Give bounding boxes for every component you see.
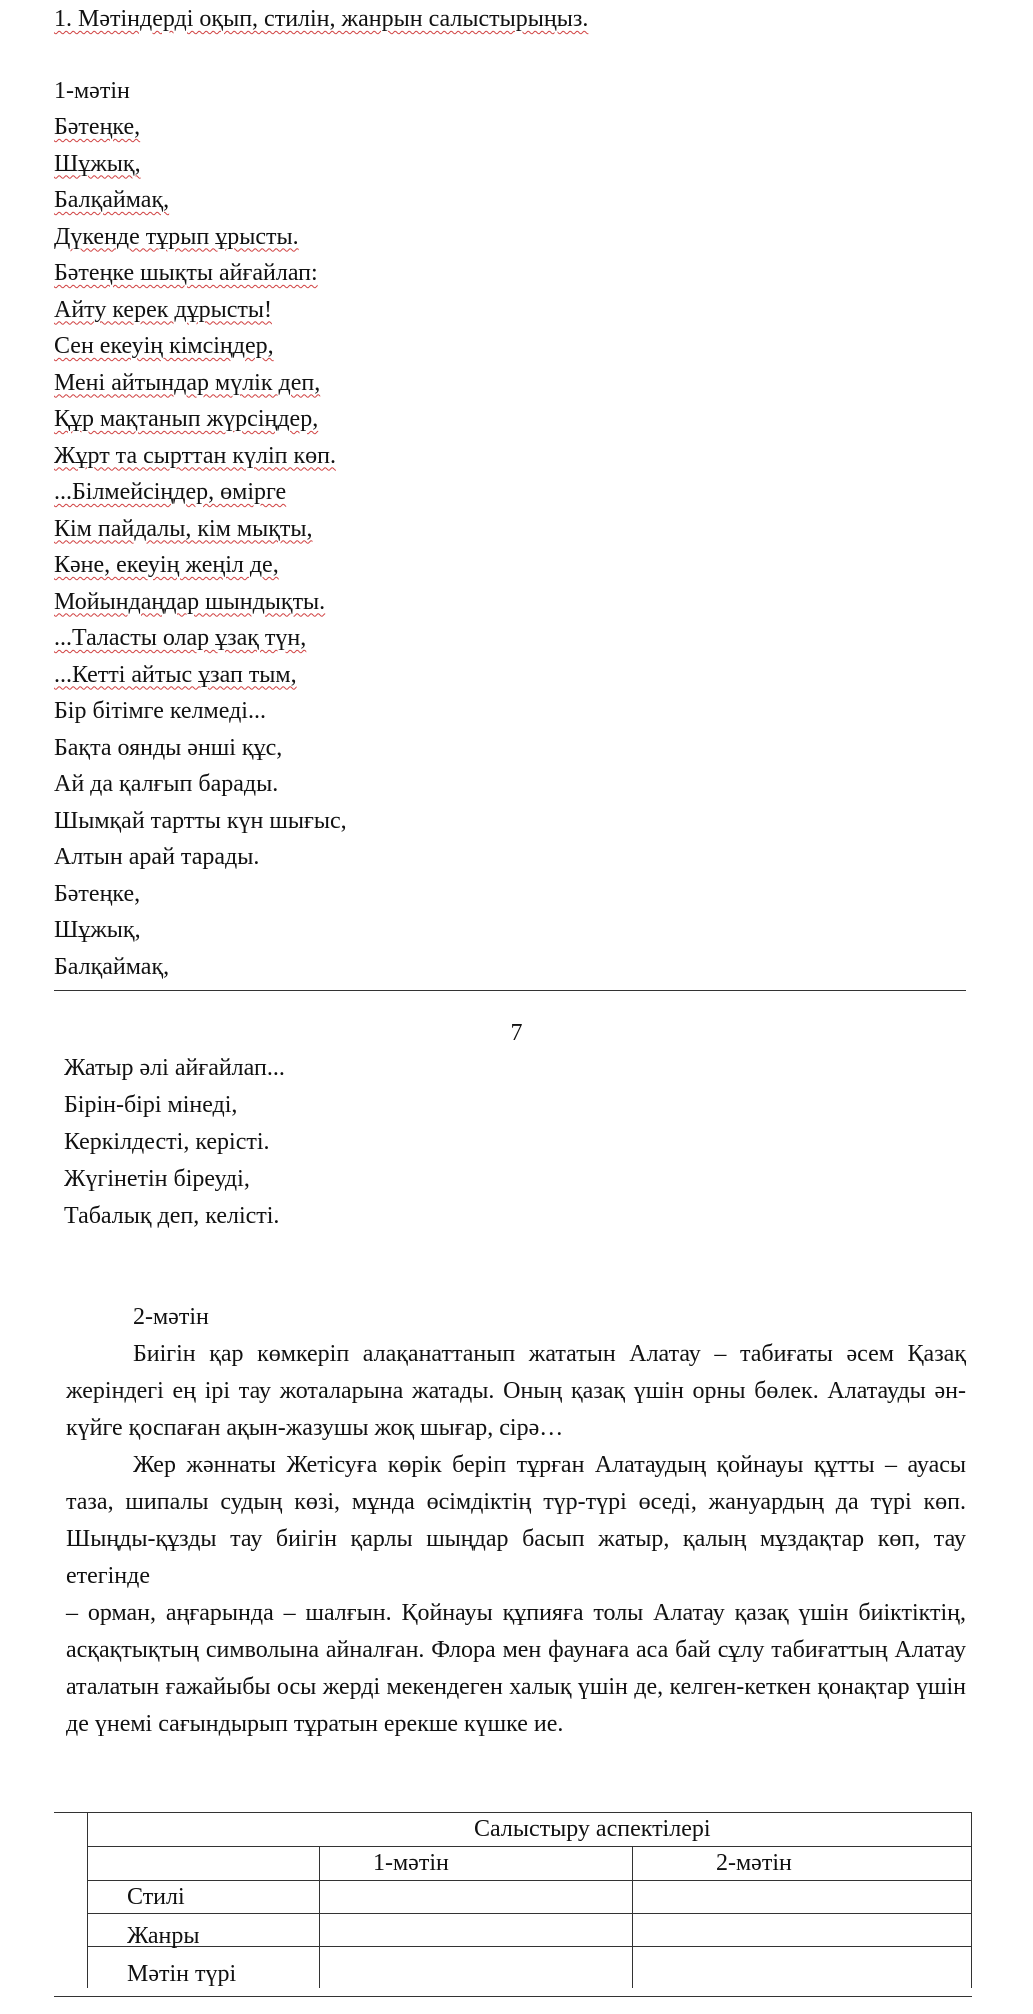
poem-line: Айту керек дұрысты! [54, 296, 272, 323]
text2-paragraph-2b-text: – орман, аңғарында – шалғын. Қойнауы құпияға толы Алатау қазақ үшін биіктіктің, асқақтықтың символына айналған. Флора мен фаунаға аса бай сұлу табиғаттың Алатау аталатын ғажайыбы осы жерді мекендеген халық үшін де, келген-кеткен қонақтар үшін де үнемі сағындырып тұратын ерекше күшке ие. [66, 1600, 966, 1737]
poem-line: Мойындаңдар шындықты. [54, 588, 326, 615]
table-row-text-type: Мәтін түрі [127, 1961, 237, 1987]
poem-line: Шымқай тартты күн шығыс, [54, 807, 347, 834]
text2-paragraph-2a-text: Жер жәннаты Жетісуға көрік беріп тұрған Алатаудың қойнауы құтты – ауасы таза, шипалы судың көзі, мұнда өсімдіктің түр-түрі өседі, жануардың да түрі көп. Шыңды-құзды тау биігін қарлы шыңдар басып жатыр, қалың мұздақтар көп, тау етегінде [66, 1452, 966, 1589]
table-border-right [971, 1812, 972, 1988]
table-row-genre: Жанры [127, 1923, 200, 1949]
table-border-top [54, 1812, 972, 1813]
poem-line: Табалық деп, келісті. [64, 1203, 280, 1229]
table-column-text2: 2-мәтін [716, 1850, 792, 1876]
table-row-style: Стилі [127, 1884, 185, 1910]
poem-line: Бақта оянды әнші құс, [54, 734, 283, 761]
page-number: 7 [510, 1020, 523, 1046]
poem-line: Сен екеуің кімсіңдер, [54, 333, 274, 359]
poem-line: Жатыр әлі айғайлап... [64, 1055, 285, 1081]
table-border-header [87, 1846, 972, 1847]
poem-line: Бәтеңке, [54, 880, 141, 907]
text1-heading: 1-мәтін [54, 78, 130, 104]
poem-line: Бірін-бірі мінеді, [64, 1092, 238, 1118]
poem-line: Кім пайдалы, кім мықты, [54, 515, 313, 542]
table-border-col2 [632, 1846, 633, 1988]
poem-line: Мені айтындар мүлік деп, [54, 369, 321, 396]
poem-line: Кәне, екеуің жеңіл де, [54, 552, 279, 578]
table-border-col1 [319, 1846, 320, 1988]
poem-line: Керкілдесті, керісті. [64, 1129, 270, 1155]
text2-paragraph-1-text: Биігін қар көмкеріп алақанаттанып жататын Алатау – табиғаты әсем Қазақ жеріндегі ең ірі тау жоталарына жатады. Оның қазақ үшін орны бөлек. Алатауды ән-күйге қоспаған ақын-жазушы жоқ шығар, сірә… [66, 1341, 966, 1441]
poem-line: Жүгінетін біреуді, [64, 1166, 250, 1192]
poem-line: Ай да қалғып барады. [54, 771, 279, 797]
poem-line: ...Таласты олар ұзақ түн, [54, 625, 307, 651]
table-column-text1: 1-мәтін [373, 1850, 449, 1876]
text2-paragraph-2b [66, 1595, 966, 1743]
page-break-line [54, 990, 966, 991]
poem-line: Шұжық, [54, 917, 141, 943]
task-title [54, 4, 588, 34]
poem-line: ...Білмейсіңдер, өмірге [54, 479, 287, 505]
text2-paragraph-1 [66, 1336, 966, 1447]
poem-line: Балқаймақ, [54, 187, 170, 213]
table-border-row1 [87, 1880, 972, 1881]
poem-line: Бәтеңке шықты айғайлап: [54, 260, 318, 286]
poem-line: Балқаймақ, [54, 953, 170, 980]
poem-line: Шұжық, [54, 150, 141, 177]
task-title-text: 1. Мәтіндерді оқып, стилін, жанрын салыстырыңыз. [54, 6, 589, 32]
table-border-bottom [54, 1996, 972, 1997]
poem-line: Бәтеңке, [54, 114, 141, 140]
poem-line: Бір бітімге келмеді... [54, 698, 266, 724]
table-border-left [87, 1812, 88, 1988]
poem-line: ...Кетті айтыс ұзап тым, [54, 661, 297, 688]
table-border-row2 [87, 1913, 972, 1914]
table-header-aspects: Салыстыру аспектілері [474, 1816, 711, 1842]
poem-line: Дүкенде тұрып ұрысты. [54, 223, 299, 250]
text2-paragraph-2a [66, 1447, 966, 1595]
poem-line: Құр мақтанып жүрсіңдер, [54, 406, 319, 432]
text2-heading: 2-мәтін [133, 1304, 209, 1330]
poem-line: Жұрт та сырттан күліп көп. [54, 442, 336, 469]
poem-line: Алтын арай тарады. [54, 844, 260, 870]
table-border-row3 [87, 1946, 972, 1947]
